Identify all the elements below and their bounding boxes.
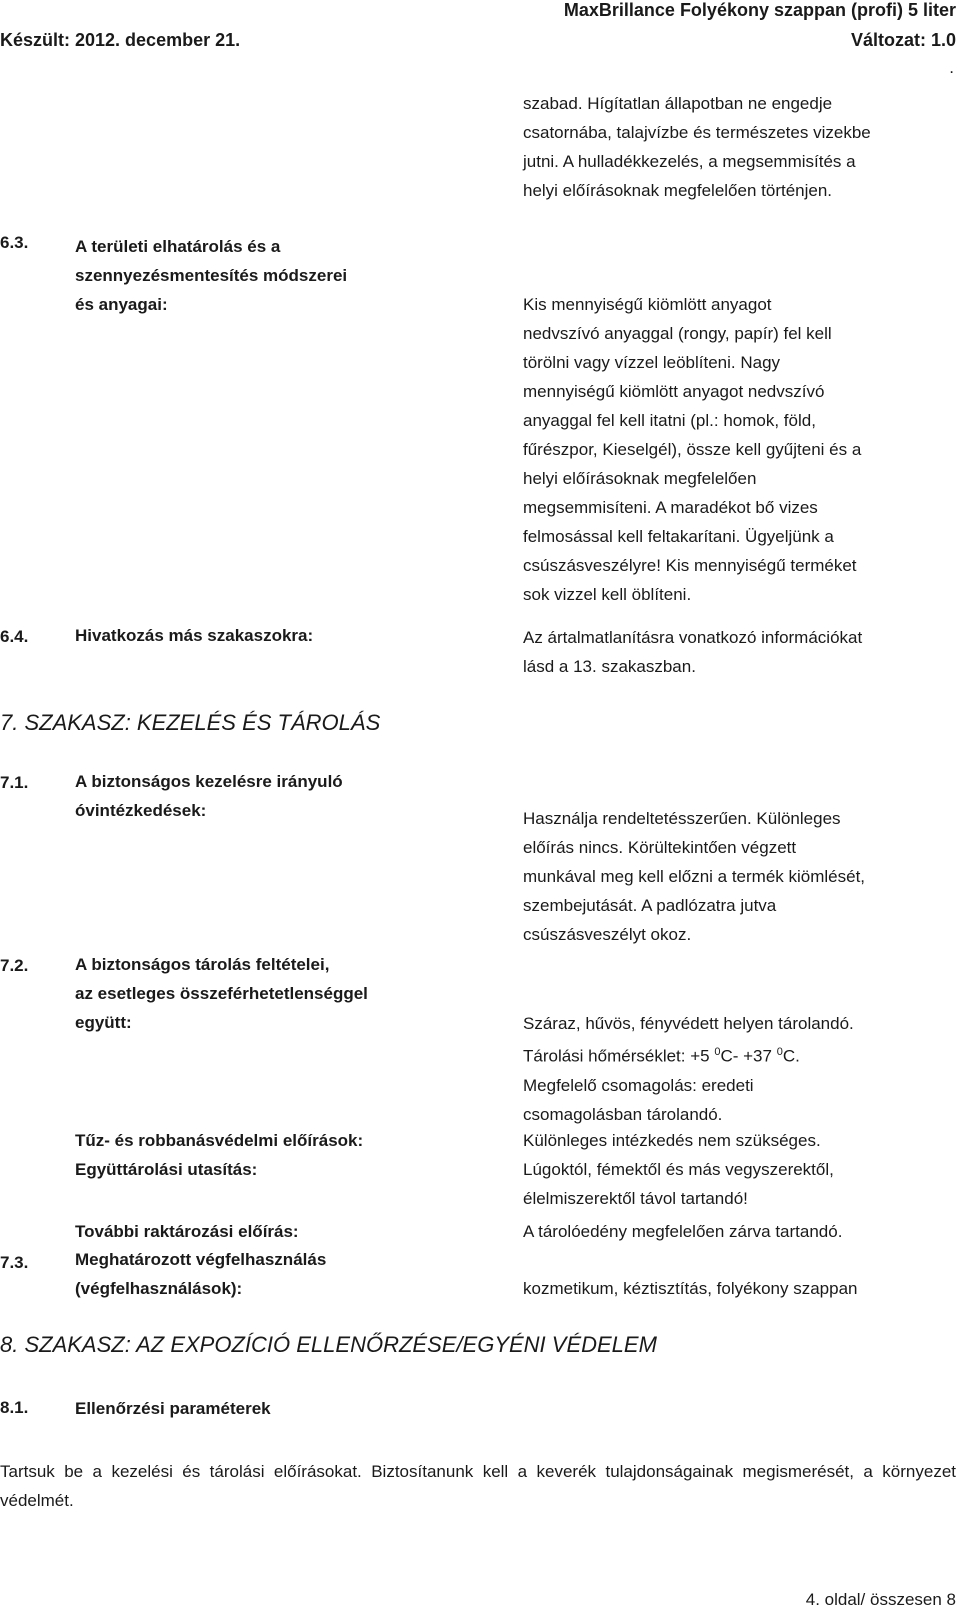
text-line: Használja rendeltetésszerűen. Különleges bbox=[523, 809, 841, 828]
text-line: anyaggal fel kell itatni (pl.: homok, föld, bbox=[523, 411, 816, 430]
label-line: A biztonságos tárolás feltételei, bbox=[75, 955, 330, 974]
section-7-2-number: 7.2. bbox=[0, 956, 29, 975]
section-8-heading: 8. SZAKASZ: AZ EXPOZÍCIÓ ELLENŐRZÉSE/EGYÉNI VÉDELEM bbox=[0, 1332, 657, 1357]
degree-sup: 0 bbox=[714, 1046, 721, 1058]
section-6-3-value bbox=[523, 290, 861, 609]
label-line: A területi elhatárolás és a bbox=[75, 237, 281, 256]
section-6-4-number: 6.4. bbox=[0, 627, 29, 646]
section-7-2-label bbox=[75, 950, 368, 1037]
document-title: MaxBrillance Folyékony szappan (profi) 5 liter bbox=[563, 0, 956, 20]
text-line: lásd a 13. szakaszban. bbox=[523, 657, 696, 676]
text-line: csúszásveszélyt okoz. bbox=[523, 925, 692, 944]
text-line: szembejutását. A padlózatra jutva bbox=[523, 896, 777, 915]
section-7-3-value: kozmetikum, kéztisztítás, folyékony szappan bbox=[523, 1279, 858, 1298]
section-6-4-value bbox=[523, 623, 862, 681]
top-dot: . bbox=[949, 58, 954, 77]
text-line: sok vizzel kell öblíteni. bbox=[523, 585, 692, 604]
section-6-3-number: 6.3. bbox=[0, 233, 29, 252]
label-line: együtt: bbox=[75, 1013, 132, 1032]
text-line: megsemmisíteni. A maradékot bő vizes bbox=[523, 498, 818, 517]
text-line: nedvszívó anyaggal (rongy, papír) fel kell bbox=[523, 324, 832, 343]
text-line: csatornába, talajvízbe és természetes vizekbe bbox=[523, 123, 871, 142]
temp-prefix: Tárolási hőmérséklet: +5 bbox=[523, 1046, 715, 1066]
section-7-1-value bbox=[523, 804, 865, 949]
section-7-2-value bbox=[523, 1009, 854, 1129]
version-label: Változat: 1.0 bbox=[850, 30, 956, 50]
temp-mid: C- +37 bbox=[720, 1046, 777, 1066]
text-line: felmosással kell feltakarítani. Ügyeljünk a bbox=[523, 527, 834, 546]
fire-protection-label: Tűz- és robbanásvédelmi előírások: bbox=[75, 1131, 364, 1150]
text-line: mennyiségű kiömlött anyagot nedvszívó bbox=[523, 382, 825, 401]
section-7-1-label bbox=[75, 767, 343, 825]
section-7-3-label bbox=[75, 1245, 326, 1303]
text-line: csomagolásban tárolandó. bbox=[523, 1104, 723, 1124]
section-6-4-label: Hivatkozás más szakaszokra: bbox=[75, 626, 314, 645]
label-line: az esetleges összeférhetetlenséggel bbox=[75, 984, 368, 1003]
label-line: és anyagai: bbox=[75, 295, 168, 314]
text-line: Megfelelő csomagolás: eredeti bbox=[523, 1075, 754, 1095]
text-line: előírás nincs. Körültekintően végzett bbox=[523, 838, 797, 857]
text-line: munkával meg kell előzni a termék kiömlését, bbox=[523, 867, 866, 886]
label-line: (végfelhasználások): bbox=[75, 1279, 243, 1298]
storage-temperature bbox=[523, 1038, 854, 1071]
text-line: Kis mennyiségű kiömlött anyagot bbox=[523, 295, 772, 314]
text-line: helyi előírásoknak megfelelően bbox=[523, 469, 757, 488]
section-7-1-number: 7.1. bbox=[0, 773, 29, 792]
text-line: törölni vagy vízzel leöblíteni. Nagy bbox=[523, 353, 781, 372]
text-line: Száraz, hűvös, fényvédett helyen tárolandó. bbox=[523, 1014, 854, 1033]
text-line: élelmiszerektől távol tartandó! bbox=[523, 1189, 748, 1208]
section-8-1-label: Ellenőrzési paraméterek bbox=[75, 1399, 271, 1418]
text-line: szabad. Hígítatlan állapotban ne engedje bbox=[523, 94, 833, 113]
temp-suffix: C. bbox=[782, 1046, 800, 1066]
section-7-3-number: 7.3. bbox=[0, 1253, 29, 1272]
text-line: fűrészpor, Kieselgél), össze kell gyűjteni és a bbox=[523, 440, 862, 459]
co-storage-value bbox=[523, 1155, 834, 1213]
further-storage-label: További raktározási előírás: bbox=[75, 1222, 299, 1241]
further-storage-value: A tárolóedény megfelelően zárva tartandó. bbox=[523, 1222, 843, 1241]
label-line: szennyezésmentesítés módszerei bbox=[75, 266, 348, 285]
section-7-heading: 7. SZAKASZ: KEZELÉS ÉS TÁROLÁS bbox=[0, 710, 381, 735]
text-line: Az ártalmatlanításra vonatkozó információkat bbox=[523, 628, 863, 647]
text-line: helyi előírásoknak megfelelően történjen. bbox=[523, 181, 833, 200]
fire-protection-value: Különleges intézkedés nem szükséges. bbox=[523, 1131, 821, 1150]
text-line: jutni. A hulladékkezelés, a megsemmisítés a bbox=[523, 152, 856, 171]
degree-sup: 0 bbox=[776, 1046, 783, 1058]
text-line: Lúgoktól, fémektől és más vegyszerektől, bbox=[523, 1160, 834, 1179]
section-8-1-paragraph: Tartsuk be a kezelési és tárolási előírásokat. Biztosítanunk kell a keverék tulajdonságainak megismerését, a környezet védelmét. bbox=[0, 1462, 956, 1510]
page-number: 4. oldal/ összesen 8 bbox=[805, 1590, 956, 1609]
text-line: csúszásveszélyre! Kis mennyiségű terméket bbox=[523, 556, 857, 575]
section-8-1-number: 8.1. bbox=[0, 1398, 29, 1417]
section-6-3-label bbox=[75, 232, 347, 319]
section-6-2-continuation bbox=[523, 89, 871, 205]
label-line: A biztonságos kezelésre irányuló bbox=[75, 772, 343, 791]
label-line: Meghatározott végfelhasználás bbox=[75, 1250, 327, 1269]
created-date: Készült: 2012. december 21. bbox=[0, 30, 241, 50]
co-storage-label: Együttárolási utasítás: bbox=[75, 1160, 258, 1179]
label-line: óvintézkedések: bbox=[75, 801, 207, 820]
